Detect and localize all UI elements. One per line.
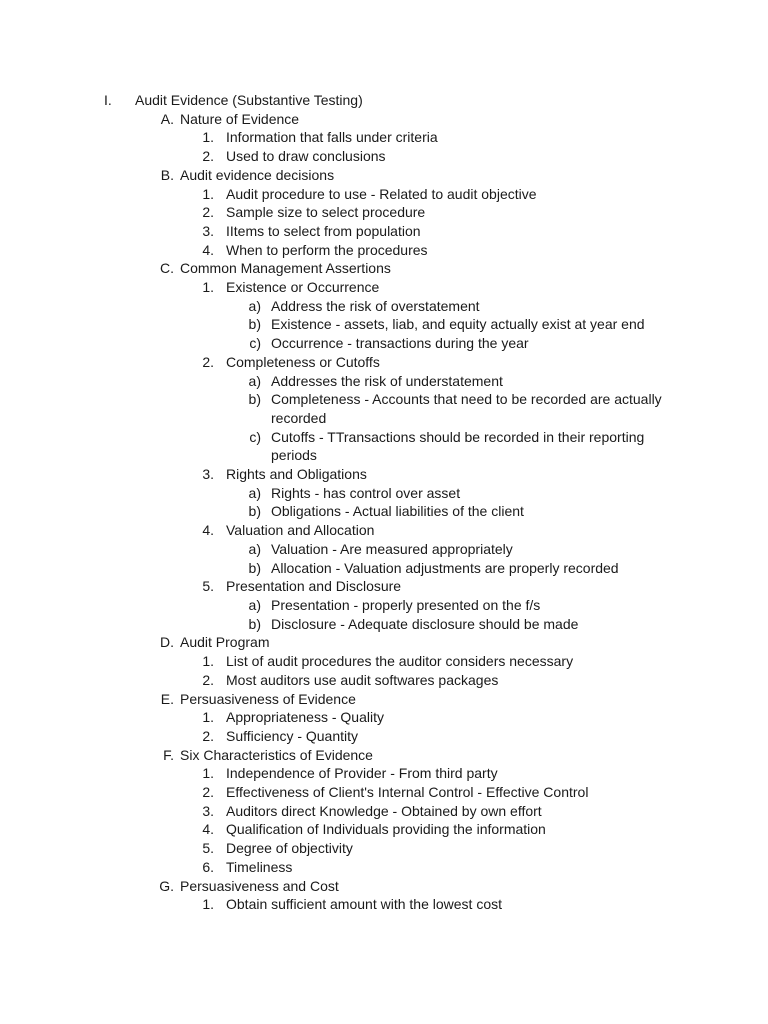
outline-text: Effectiveness of Client's Internal Control - Effective Control [226, 784, 589, 801]
outline-item [0, 783, 768, 802]
outline-subitem [0, 502, 768, 521]
outline-marker: F. [163, 746, 174, 763]
outline-marker: b) [248, 316, 261, 333]
outline-item [0, 858, 768, 877]
outline-section [0, 877, 768, 896]
outline-text: Persuasiveness of Evidence [180, 690, 356, 707]
outline-text: Common Management Assertions [180, 260, 391, 277]
outline-marker: 2. [202, 204, 214, 221]
outline-subitem [0, 390, 768, 427]
outline-marker: a) [248, 297, 261, 314]
outline-marker: 3. [202, 466, 214, 483]
outline-text: Most auditors use audit softwares packages [226, 671, 499, 688]
outline-text: Occurrence - transactions during the year [271, 335, 529, 352]
outline-marker: 2. [202, 353, 214, 370]
outline-marker: 1. [202, 129, 214, 146]
outline-marker: a) [248, 372, 261, 389]
outline-item [0, 764, 768, 783]
outline-text: Addresses the risk of understatement [271, 372, 503, 389]
outline-item [0, 839, 768, 858]
outline-text: Completeness or Cutoffs [226, 353, 380, 370]
outline-text: Presentation - properly presented on the f/s [271, 596, 541, 613]
outline-marker: 4. [202, 821, 214, 838]
outline-item [0, 802, 768, 821]
document-page [0, 91, 768, 914]
outline-marker: b) [248, 503, 261, 520]
outline-item [0, 185, 768, 204]
outline-text: Six Characteristics of Evidence [180, 746, 373, 763]
outline-text: Cutoffs - TTransactions should be recorded in their reporting periods [271, 428, 645, 464]
outline-section [0, 690, 768, 709]
outline-text: Rights and Obligations [226, 466, 367, 483]
outline-item [0, 128, 768, 147]
outline-item [0, 727, 768, 746]
outline-section [0, 110, 768, 129]
outline-marker: 2. [202, 727, 214, 744]
outline-section [0, 166, 768, 185]
outline-text: IItems to select from population [226, 222, 421, 239]
outline-marker: 1. [202, 279, 214, 296]
outline-marker: b) [248, 391, 261, 408]
outline-text: List of audit procedures the auditor considers necessary [226, 653, 574, 670]
outline-text: Obtain sufficient amount with the lowest cost [226, 896, 502, 913]
outline-text: Valuation - Are measured appropriately [271, 540, 513, 557]
outline-text: Completeness - Accounts that need to be recorded are actually recorded [271, 391, 662, 426]
outline-marker: 1. [202, 185, 214, 202]
outline-marker: 2. [202, 784, 214, 801]
outline-subitem [0, 372, 768, 391]
outline-text: When to perform the procedures [226, 241, 428, 258]
outline-text: Persuasiveness and Cost [180, 877, 339, 894]
outline-text: Rights - has control over asset [271, 484, 461, 501]
outline-marker: 1. [202, 709, 214, 726]
outline-subitem [0, 484, 768, 503]
outline-section [0, 259, 768, 278]
outline-text: Independence of Provider - From third party [226, 765, 498, 782]
outline-subitem [0, 540, 768, 559]
outline-marker: E. [160, 690, 174, 707]
outline-subitem [0, 596, 768, 615]
outline-text: Obligations - Actual liabilities of the client [271, 503, 524, 520]
outline-text: Qualification of Individuals providing the information [226, 821, 546, 838]
outline-heading: I. Audit Evidence (Substantive Testing) [0, 91, 768, 110]
outline-text: Sufficiency - Quantity [226, 727, 359, 744]
outline-marker: 5. [202, 578, 214, 595]
outline-text: Valuation and Allocation [226, 522, 375, 539]
outline-marker: 4. [202, 522, 214, 539]
outline-marker: B. [160, 166, 174, 183]
outline-text: Audit Program [180, 634, 270, 651]
outline-subitem [0, 315, 768, 334]
outline-item [0, 203, 768, 222]
outline-marker: c) [249, 335, 261, 352]
outline-subitem [0, 559, 768, 578]
outline-marker: b) [248, 615, 261, 632]
outline-text: Sample size to select procedure [226, 204, 426, 221]
outline-marker: b) [248, 559, 261, 576]
outline-marker: G. [159, 877, 174, 894]
outline-text: Auditors direct Knowledge - Obtained by own effort [226, 802, 542, 819]
outline-item [0, 652, 768, 671]
outline-text: Information that falls under criteria [226, 129, 438, 146]
outline-text: Address the risk of overstatement [271, 297, 480, 314]
outline-item [0, 820, 768, 839]
outline-text: Existence - assets, liab, and equity actually exist at year end [271, 316, 645, 333]
outline-section [0, 633, 768, 652]
outline-marker: 1. [202, 765, 214, 782]
outline-item [0, 577, 768, 596]
outline-text: Audit evidence decisions [180, 166, 335, 183]
outline-item [0, 147, 768, 166]
outline-subitem [0, 334, 768, 353]
outline-item [0, 465, 768, 484]
outline-item [0, 671, 768, 690]
outline-marker: 4. [202, 241, 214, 258]
outline-marker: a) [248, 540, 261, 557]
outline-item [0, 353, 768, 372]
outline-marker: 3. [202, 222, 214, 239]
outline-item [0, 241, 768, 260]
outline-marker: 1. [202, 896, 214, 913]
outline-marker: 2. [202, 148, 214, 165]
outline-text: Used to draw conclusions [226, 148, 386, 165]
outline-marker: a) [248, 596, 261, 613]
outline-marker: C. [160, 260, 174, 277]
outline-marker: A. [160, 110, 174, 127]
outline-marker: c) [249, 428, 261, 445]
outline-marker: a) [248, 484, 261, 501]
outline-heading-text: Audit Evidence (Substantive Testing) [135, 92, 363, 108]
outline-item [0, 521, 768, 540]
outline-marker: D. [160, 634, 174, 651]
outline-marker: 2. [202, 671, 214, 688]
outline-subitem [0, 615, 768, 634]
outline-text: Existence or Occurrence [226, 279, 380, 296]
outline-marker: 1. [202, 653, 214, 670]
outline-text: Appropriateness - Quality [226, 709, 384, 726]
outline-item [0, 708, 768, 727]
outline-item [0, 278, 768, 297]
outline-text: Disclosure - Adequate disclosure should be made [271, 615, 579, 632]
outline-text: Allocation - Valuation adjustments are properly recorded [271, 559, 619, 576]
outline-text: Degree of objectivity [226, 840, 353, 857]
outline-body [0, 110, 768, 914]
outline-item [0, 895, 768, 914]
outline-marker: 6. [202, 858, 214, 875]
outline-subitem [0, 297, 768, 316]
outline-text: Timeliness [226, 858, 293, 875]
outline-text: Presentation and Disclosure [226, 578, 402, 595]
outline-marker: 5. [202, 840, 214, 857]
outline-marker: 3. [202, 802, 214, 819]
outline-text: Audit procedure to use - Related to audit objective [226, 185, 537, 202]
outline-section [0, 746, 768, 765]
outline-subitem [0, 428, 768, 465]
outline-text: Nature of Evidence [180, 110, 300, 127]
outline-item [0, 222, 768, 241]
